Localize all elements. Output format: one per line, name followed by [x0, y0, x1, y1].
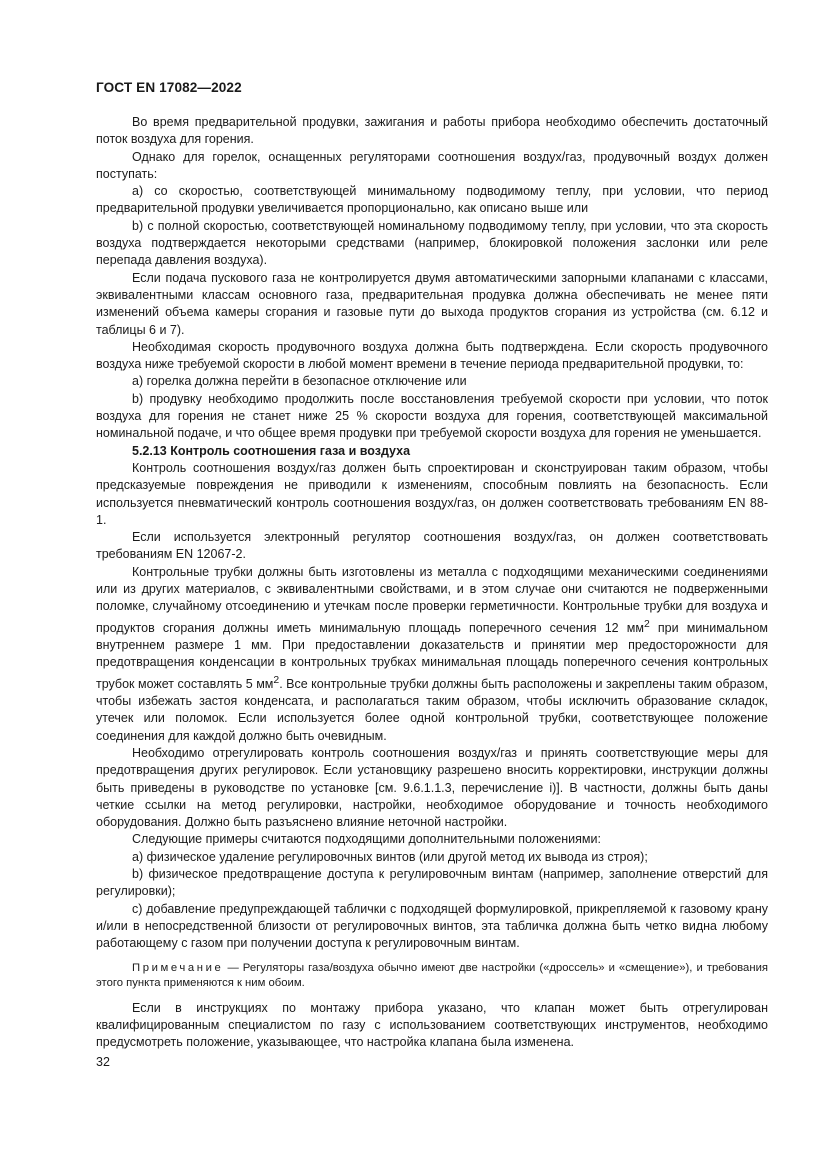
- page-number: 32: [96, 1055, 110, 1069]
- list-item: b) физическое предотвращение доступа к регулировочным винтам (например, заполнение отверстий для регулировки);: [96, 867, 768, 899]
- paragraph: Однако для горелок, оснащенных регуляторами соотношения воздух/газ, продувочный воздух должен поступать:: [96, 149, 768, 181]
- list-item: a) со скоростью, соответствующей минимальному подводимому теплу, при условии, что период предварительной продувки увеличивается пропорционально, как описано выше или: [96, 184, 768, 216]
- paragraph: Контроль соотношения воздух/газ должен быть спроектирован и сконструирован таким образом, чтобы предсказуемые повреждения не приводили к изменениям, способным повлиять на безопасность. Если используется пневматический контроль соотношения воздух/газ, он должен соответствовать требованиям EN 88-1.: [96, 460, 768, 527]
- list-item: b) с полной скоростью, соответствующей номинальному подводимому теплу, при условии, что эта скорость воздуха подтверждается некоторыми средствами (например, блокировкой положения заслонки или реле перепада давления воздуха).: [96, 218, 768, 268]
- note-text: — Регуляторы газа/воздуха обычно имеют две настройки («дроссель» и «смещение»), и требования этого пункта применяются к ним обоим.: [96, 961, 768, 990]
- text-run: . Все контрольные трубки должны быть расположены и закреплены таким образом, чтобы избежать застоя конденсата, и располагаться таким образом, чтобы исключить образование складок, утечек или поломок. Если используется более одной контрольной трубки, соответствующее положение соединения для каждой должно быть очевидным.: [96, 676, 768, 743]
- note-label: Примечание: [132, 961, 224, 974]
- list-item: a) физическое удаление регулировочных винтов (или другой метод их вывода из строя);: [132, 849, 648, 864]
- paragraph: Необходимо отрегулировать контроль соотношения воздух/газ и принять соответствующие меры для предотвращения других регулировок. Если установщику разрешено вносить корректировки, инструкции должны быть приведены в руководстве по установке [см. 9.6.1.1.3, перечисление i)]. В частности, должны быть даны четкие ссылки на метод регулировки, настройки, необходимое оборудование и точность необходимого оборудования. Должно быть разъяснено влияние неточной настройки.: [96, 746, 768, 830]
- list-item: b) продувку необходимо продолжить после восстановления требуемой скорости при условии, что поток воздуха для горения не станет ниже 25 % скорости воздуха для горения, соответствующей максимальной номинальной подаче, и что общее время продувки при требуемой скорости воздуха для горения не уменьшается.: [96, 391, 768, 441]
- paragraph: Во время предварительной продувки, зажигания и работы прибора необходимо обеспечить достаточный поток воздуха для горения.: [96, 115, 768, 147]
- list-item: a) горелка должна перейти в безопасное отключение или: [132, 374, 467, 389]
- paragraph: Если в инструкциях по монтажу прибора указано, что клапан может быть отрегулирован квалифицированным специалистом по газу с использованием соответствующих инструментов, необходимо предусмотреть положение, указывающее, что настройка клапана была изменена.: [96, 1000, 768, 1050]
- document-body: [96, 114, 768, 1051]
- superscript: 2: [643, 618, 650, 630]
- paragraph: Если подача пускового газа не контролируется двумя автоматическими запорными клапанами с классами, эквивалентными классам основного газа, предварительная продувка должна обеспечивать не менее пяти изменений объема камеры сгорания и газовые пути до выхода продуктов сгорания из устройства (см. 6.12 и таблицы 6 и 7).: [96, 270, 768, 337]
- superscript: 2: [273, 674, 280, 686]
- list-item: c) добавление предупреждающей таблички с подходящей формулировкой, прикрепляемой к газовому крану и/или в непосредственной близости от регулировочных винтов, эта табличка должна быть четко видна любому работающему с газом при получении доступа к регулировочным винтам.: [96, 901, 768, 951]
- document-header: ГОСТ EN 17082—2022: [96, 80, 242, 95]
- text-run: при минимальном внутреннем размере 1 мм. При предоставлении доказательств и принятии мер предосторожности для предотвращения конденсации в контрольных трубках минимальная площадь поперечного сечения контрольных трубок может составлять 5 мм: [96, 620, 768, 691]
- paragraph: Если используется электронный регулятор соотношения воздух/газ, он должен соответствовать требованиям EN 12067-2.: [96, 530, 768, 562]
- paragraph: [96, 564, 768, 745]
- section-heading: 5.2.13 Контроль соотношения газа и воздуха: [132, 443, 411, 458]
- text-run: Контрольные трубки должны быть изготовлены из металла с подходящими механическими соединениями или из других материалов, с эквивалентными свойствами, и в этом случае они считаются не подверженными поломке, случайному отсоединению и утечкам после проверки герметичности. Контрольные трубки для воздуха и продуктов сгорания должны иметь минимальную площадь поперечного сечения 12 мм: [96, 564, 768, 635]
- paragraph: Следующие примеры считаются подходящими дополнительными положениями:: [132, 832, 601, 847]
- paragraph: Необходимая скорость продувочного воздуха должна быть подтверждена. Если скорость продувочного воздуха ниже требуемой скорости в любой момент времени в течение периода предварительной продувки, то:: [96, 339, 768, 372]
- note: [96, 961, 768, 992]
